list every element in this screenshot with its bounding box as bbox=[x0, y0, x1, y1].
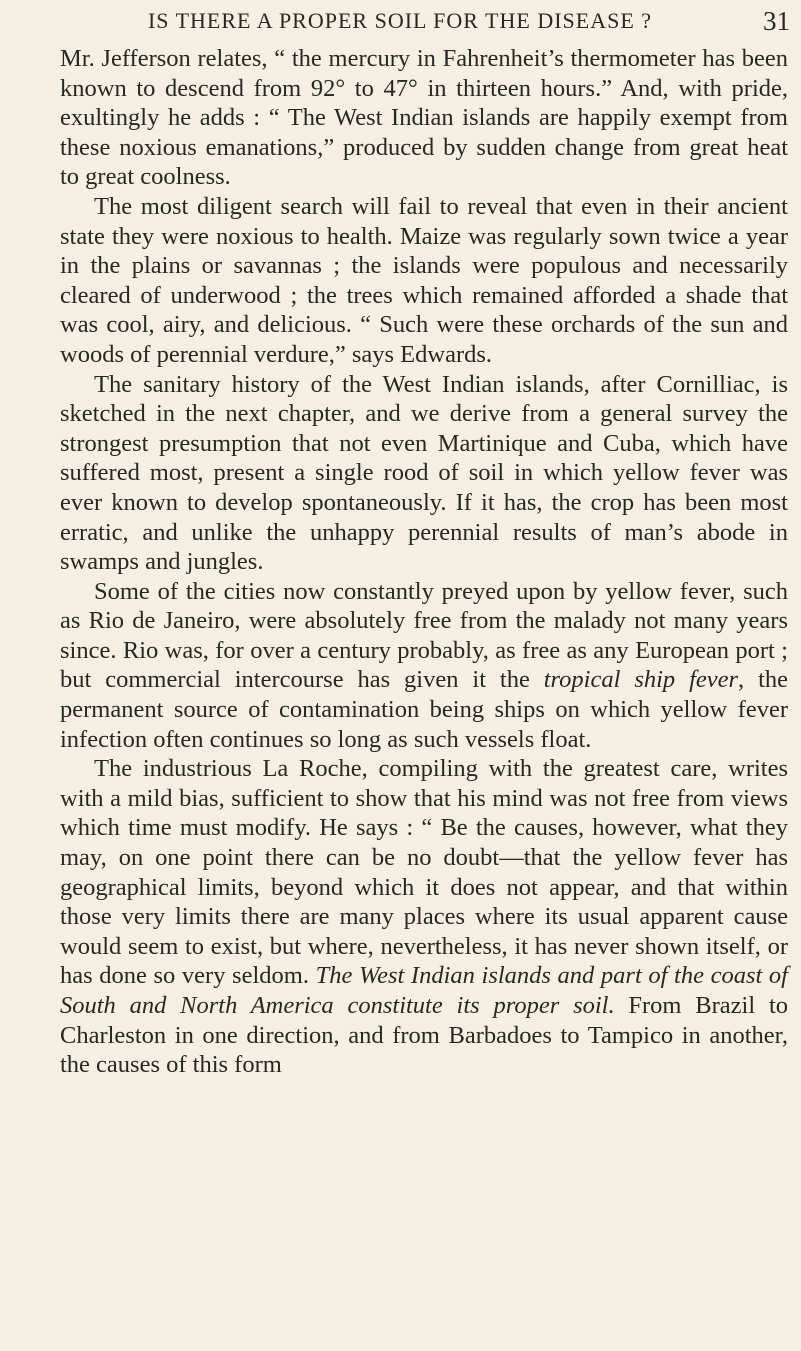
page-number: 31 bbox=[763, 6, 790, 36]
italic-text: The West Indian islands and part of the coast of South and North America constitute its proper soil. bbox=[60, 962, 788, 1019]
body-text bbox=[60, 44, 788, 1080]
text-segment: Some of the cities now constantly preyed upon by yellow fever, such as Rio de Janeiro, were absolutely free from the malady not many years since. Rio was, for over a century probably, as free as any European port ; but commercial intercourse has given it the bbox=[60, 577, 788, 694]
paragraph bbox=[60, 577, 788, 755]
text-segment: , the permanent source of contamination being ships on which yellow fever infection often continues so long as such vessels float. bbox=[60, 666, 789, 753]
paragraph bbox=[60, 754, 788, 1080]
text-segment: The sanitary history of the West Indian islands, after Cornilliac, is sketched in the next chapter, and we derive from a general survey the strongest presumption that not even Martinique and Cuba, which have suffered most, present a single rood of soil in which yellow fever was ever known to develop spontaneously. If it has, the crop has been most erratic, and unlike the unhappy perennial results of man’s abode in swamps and jungles. bbox=[60, 370, 788, 576]
running-head bbox=[60, 4, 800, 40]
paragraph bbox=[60, 370, 788, 577]
text-segment: The industrious La Roche, compiling with the greatest care, writes with a mild bias, sufficient to show that his mind was not free from views which time must modify. He says : “ Be the causes, however, what they may, on one point there can be no doubt—that the yellow fever has geographical limits, beyond which it does not appear, and that within those very limits there are many places where its usual apparent cause would seem to exist, but where, nevertheless, it has never shown itself, or has done so very seldom. bbox=[60, 755, 788, 990]
text-segment: The most diligent search will fail to reveal that even in their ancient state they were noxious to health. Maize was regularly sown twice a year in the plains or savannas ; the islands were populous and necessarily cleared of underwood ; the trees which remained afforded a shade that was cool, airy, and delicious. “ Such were these orchards of the sun and woods of perennial verdure,” says Edwards. bbox=[60, 192, 788, 368]
paragraph bbox=[60, 44, 788, 192]
text-segment: From Brazil to Charleston in one direction, and from Barbadoes to Tampico in another, the causes of this form bbox=[60, 992, 788, 1079]
italic-text: tropical ship fever bbox=[543, 666, 739, 694]
running-title: IS THERE A PROPER SOIL FOR THE DISEASE ? bbox=[147, 8, 653, 33]
text-segment: Mr. Jefferson relates, “ the mercury in Fahrenheit’s thermometer has been known to descend from 92° to 47° in thirteen hours.” And, with pride, exultingly he adds : “ The West Indian islands are happily exempt from these noxious emanations,” produced by sudden change from great heat to great coolness. bbox=[60, 45, 788, 191]
paragraph bbox=[60, 192, 788, 370]
